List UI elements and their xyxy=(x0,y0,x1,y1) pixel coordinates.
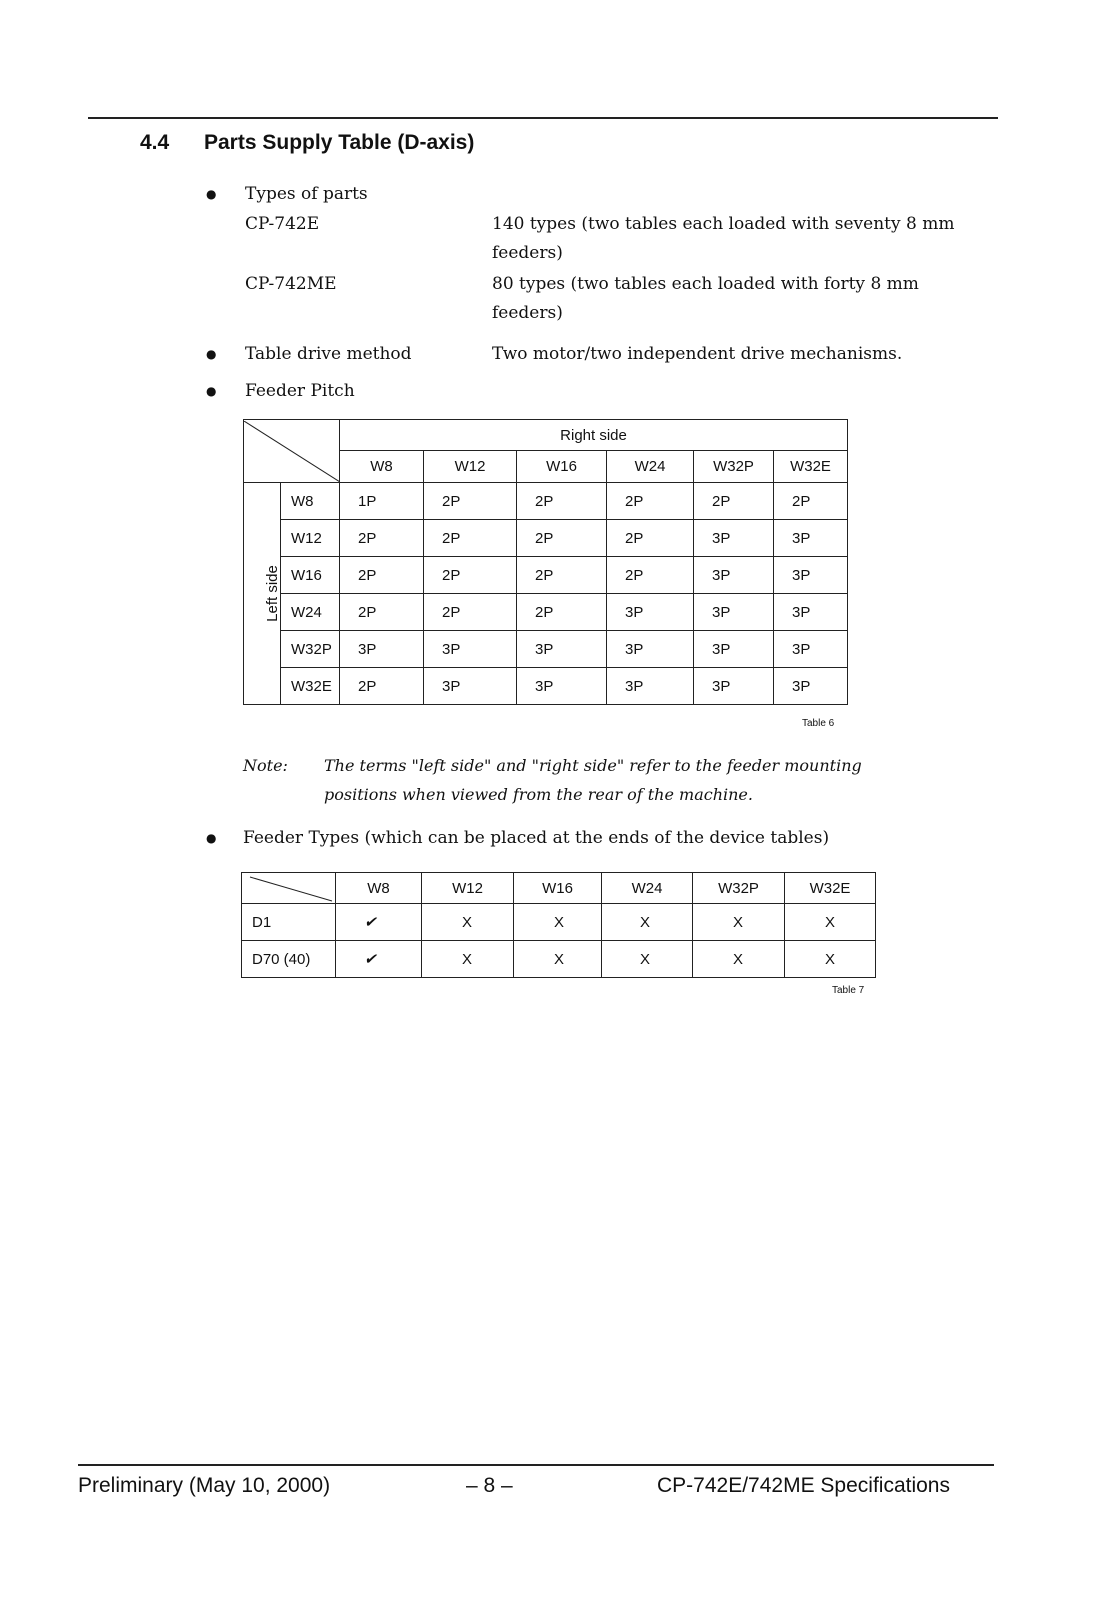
table-cell: 3P xyxy=(774,631,848,668)
table-cell: X xyxy=(602,941,693,978)
row-header: W24 xyxy=(281,594,340,631)
table-cell: 3P xyxy=(694,557,774,594)
table-cell: 3P xyxy=(694,668,774,705)
column-header: W16 xyxy=(514,873,602,904)
column-header: W32E xyxy=(774,451,848,483)
row-header: W8 xyxy=(281,483,340,520)
page-number: – 8 – xyxy=(466,1474,513,1497)
note-label: Note: xyxy=(243,756,288,775)
model-name: CP-742E xyxy=(245,214,320,234)
column-header: W24 xyxy=(602,873,693,904)
table-cell: 2P xyxy=(340,668,424,705)
corner-cell xyxy=(242,873,336,904)
column-header: W8 xyxy=(340,451,424,483)
table-cell: 2P xyxy=(340,594,424,631)
table-cell: 3P xyxy=(607,631,694,668)
feeder-types-table xyxy=(241,872,876,978)
table-cell: 2P xyxy=(424,594,517,631)
table-cell: 3P xyxy=(424,631,517,668)
right-side-header: Right side xyxy=(340,420,848,451)
diagonal-line xyxy=(244,421,340,482)
table-cell: 2P xyxy=(340,520,424,557)
table-cell: 2P xyxy=(424,557,517,594)
table-cell: 3P xyxy=(517,668,607,705)
corner-cell xyxy=(244,420,340,483)
column-header: W12 xyxy=(424,451,517,483)
feeder-types-label: Feeder Types (which can be placed at the ends of the device tables) xyxy=(243,828,830,848)
table-row xyxy=(244,668,848,705)
table-cell: 3P xyxy=(517,631,607,668)
table-cell: 2P xyxy=(607,557,694,594)
footer-right: CP-742E/742ME Specifications xyxy=(657,1474,950,1497)
table-cell: 3P xyxy=(694,631,774,668)
header-rule xyxy=(88,117,998,119)
table-cell: 2P xyxy=(607,483,694,520)
diagonal-line xyxy=(242,873,336,903)
table-cell: 2P xyxy=(340,557,424,594)
table-cell: 3P xyxy=(774,668,848,705)
table-cell: 3P xyxy=(424,668,517,705)
table-drive-value: Two motor/two independent drive mechanisms. xyxy=(492,344,903,364)
column-header: W8 xyxy=(336,873,422,904)
bullet-icon: ● xyxy=(206,384,217,398)
bullet-icon: ● xyxy=(206,831,217,845)
table-cell: X xyxy=(602,904,693,941)
table-cell: 2P xyxy=(424,520,517,557)
bullet-icon: ● xyxy=(206,347,217,361)
section-title: Parts Supply Table (D-axis) xyxy=(204,131,475,154)
table-cell: X xyxy=(693,904,785,941)
table-cell: 3P xyxy=(607,668,694,705)
row-header: W32E xyxy=(281,668,340,705)
model-description: 80 types (two tables each loaded with forty 8 mm feeders) xyxy=(492,274,919,323)
table-cell: 3P xyxy=(607,594,694,631)
table-cell: X xyxy=(422,941,514,978)
table-row xyxy=(244,483,848,520)
table-cell: 2P xyxy=(424,483,517,520)
footer-left: Preliminary (May 10, 2000) xyxy=(78,1474,331,1497)
left-side-label: Left side xyxy=(263,565,281,622)
table-cell: 2P xyxy=(694,483,774,520)
row-header: D70 (40) xyxy=(242,941,336,978)
table-cell: 2P xyxy=(517,557,607,594)
model-name: CP-742ME xyxy=(245,274,337,294)
table-cell: X xyxy=(422,904,514,941)
feeder-pitch-label: Feeder Pitch xyxy=(245,381,355,401)
table-cell: 3P xyxy=(774,557,848,594)
table-cell: X xyxy=(514,904,602,941)
column-header: W16 xyxy=(517,451,607,483)
table-cell: 2P xyxy=(607,520,694,557)
table-row xyxy=(244,631,848,668)
table-cell: 3P xyxy=(340,631,424,668)
table-cell: X xyxy=(785,904,876,941)
column-header: W12 xyxy=(422,873,514,904)
table-cell: X xyxy=(514,941,602,978)
table-cell: 1P xyxy=(340,483,424,520)
table-caption: Table 7 xyxy=(832,985,865,996)
row-header: W12 xyxy=(281,520,340,557)
bullet-icon: ● xyxy=(206,187,217,201)
table-cell: 3P xyxy=(694,520,774,557)
model-description: 140 types (two tables each loaded with seventy 8 mm feeders) xyxy=(492,214,955,263)
row-header: D1 xyxy=(242,904,336,941)
note-text: The terms "left side" and "right side" refer to the feeder mounting positions when viewed from the rear of the machine. xyxy=(324,756,862,804)
table-cell: 2P xyxy=(517,594,607,631)
table-row xyxy=(244,594,848,631)
table-caption: Table 6 xyxy=(802,718,835,729)
left-side-header xyxy=(244,483,281,705)
column-header: W32P xyxy=(693,873,785,904)
table-cell: 3P xyxy=(774,520,848,557)
table-row xyxy=(244,557,848,594)
table-row xyxy=(242,904,876,941)
column-header: W24 xyxy=(607,451,694,483)
table-cell: X xyxy=(785,941,876,978)
table-row xyxy=(244,520,848,557)
table-cell: 3P xyxy=(694,594,774,631)
table-row xyxy=(242,941,876,978)
table-cell: 2P xyxy=(517,520,607,557)
column-header: W32P xyxy=(694,451,774,483)
column-header: W32E xyxy=(785,873,876,904)
check-icon: ✔ xyxy=(336,941,422,978)
row-header: W32P xyxy=(281,631,340,668)
table-cell: 2P xyxy=(774,483,848,520)
table-cell: 2P xyxy=(517,483,607,520)
row-header: W16 xyxy=(281,557,340,594)
table-drive-label: Table drive method xyxy=(245,344,412,364)
footer-rule xyxy=(78,1464,994,1466)
section-number: 4.4 xyxy=(140,131,170,154)
table-cell: 3P xyxy=(774,594,848,631)
check-icon: ✔ xyxy=(336,904,422,941)
types-of-parts-label: Types of parts xyxy=(245,184,368,204)
feeder-pitch-table xyxy=(243,419,848,705)
table-cell: X xyxy=(693,941,785,978)
